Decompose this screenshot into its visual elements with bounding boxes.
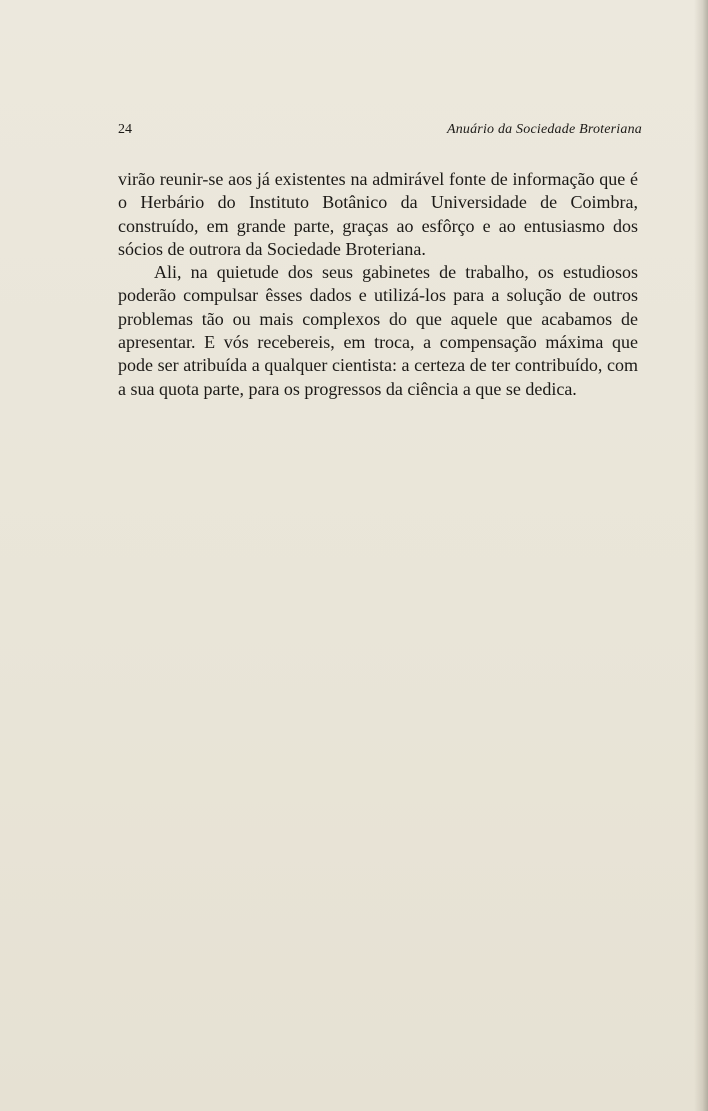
running-head: [118, 122, 642, 142]
page-number: 24: [118, 122, 132, 137]
page-edge-shadow: [694, 0, 708, 1111]
paragraph-conclusion: Ali, na quietude dos seus gabinetes de trabalho, os estudiosos poderão compulsar êsses dados e utilizá-los para a solução de outros problemas tão ou mais complexos do que aquele que acabamos de apresentar. E vós recebereis, em troca, a compensação máxima que pode ser atribuída a qualquer cientista: a certeza de ter contribuído, com a sua quota parte, para os progressos da ciência a que se dedica.: [118, 262, 638, 399]
body-text: [118, 168, 638, 401]
journal-title: Anuário da Sociedade Broteriana: [446, 122, 642, 137]
paragraph-continuation: virão reunir-se aos já existentes na admirável fonte de informação que é o Herbário do Instituto Botânico da Universidade de Coimbra, construído, em grande parte, graças ao esfôrço e ao entusiasmo dos sócios de outrora da Sociedade Broteriana.: [118, 169, 638, 259]
